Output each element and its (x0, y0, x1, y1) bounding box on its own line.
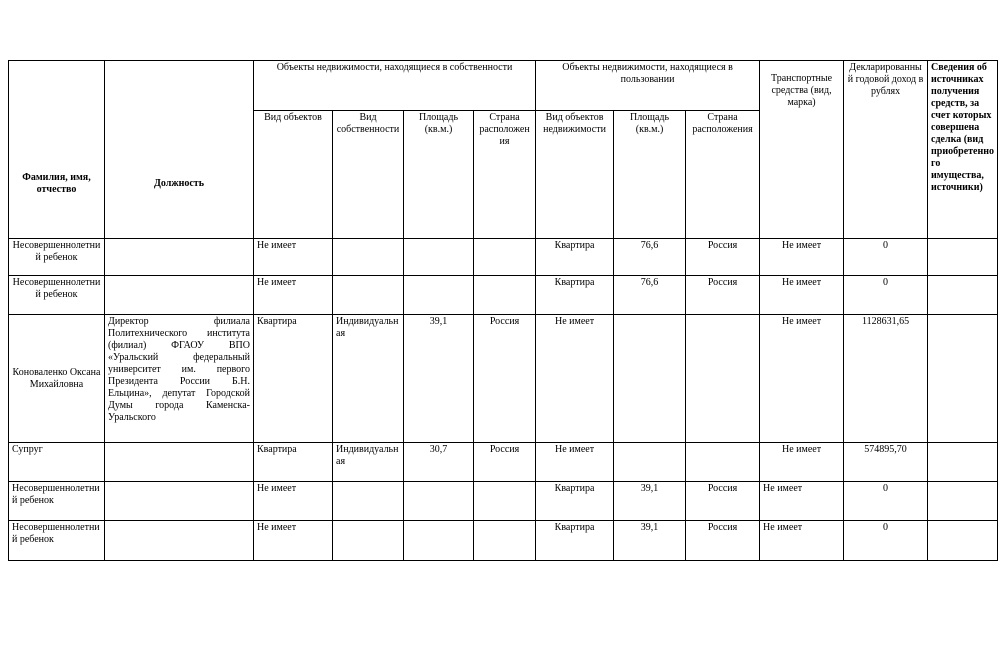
cell-income: 574895,70 (844, 443, 928, 482)
header-used-area: Площадь (кв.м.) (614, 111, 686, 239)
cell-owned-type: Не имеет (254, 276, 333, 315)
cell-sources (928, 239, 998, 276)
cell-position (105, 276, 254, 315)
header-used-country: Страна расположения (686, 111, 760, 239)
cell-transport: Не имеет (760, 521, 844, 561)
cell-transport: Не имеет (760, 482, 844, 521)
cell-fio: Супруг (9, 443, 105, 482)
cell-fio: Несовершеннолетний ребенок (9, 239, 105, 276)
cell-fio: Несовершеннолетний ребенок (9, 521, 105, 561)
cell-transport: Не имеет (760, 315, 844, 443)
cell-used-country: Россия (686, 276, 760, 315)
cell-used-area: 76,6 (614, 239, 686, 276)
cell-income: 0 (844, 276, 928, 315)
cell-owned-country (474, 521, 536, 561)
cell-sources (928, 482, 998, 521)
header-row-1 (9, 61, 998, 111)
table-row (9, 276, 998, 315)
header-owned-country: Страна расположения (474, 111, 536, 239)
cell-sources (928, 521, 998, 561)
cell-owned-type: Не имеет (254, 482, 333, 521)
cell-used-area (614, 315, 686, 443)
header-income: Декларированный годовой доход в рублях (844, 61, 928, 239)
table-row (9, 443, 998, 482)
cell-income: 0 (844, 239, 928, 276)
cell-owned-area (404, 239, 474, 276)
header-owned-type: Вид объектов (254, 111, 333, 239)
header-used-group: Объекты недвижимости, находящиеся в пользовании (536, 61, 760, 111)
header-owned-ownership: Вид собственности (333, 111, 404, 239)
cell-income: 1128631,65 (844, 315, 928, 443)
cell-owned-area (404, 482, 474, 521)
header-owned-group: Объекты недвижимости, находящиеся в собственности (254, 61, 536, 111)
cell-used-type: Квартира (536, 239, 614, 276)
cell-owned-area (404, 521, 474, 561)
cell-used-country: Россия (686, 482, 760, 521)
cell-fio: Коноваленко Оксана Михайловна (9, 315, 105, 443)
cell-owned-area: 30,7 (404, 443, 474, 482)
table-row (9, 315, 998, 443)
cell-fio: Несовершеннолетний ребенок (9, 482, 105, 521)
declaration-table (8, 60, 998, 561)
cell-owned-type: Квартира (254, 443, 333, 482)
cell-income: 0 (844, 521, 928, 561)
cell-used-type: Квартира (536, 482, 614, 521)
cell-used-area: 39,1 (614, 482, 686, 521)
cell-transport: Не имеет (760, 276, 844, 315)
cell-owned-area (404, 276, 474, 315)
cell-used-country: Россия (686, 239, 760, 276)
cell-used-type: Квартира (536, 276, 614, 315)
cell-sources (928, 276, 998, 315)
cell-owned-ownership (333, 239, 404, 276)
table-row (9, 521, 998, 561)
cell-fio: Несовершеннолетний ребенок (9, 276, 105, 315)
cell-used-country: Россия (686, 521, 760, 561)
table-row (9, 482, 998, 521)
cell-owned-ownership: Индивидуальная (333, 315, 404, 443)
cell-used-country (686, 443, 760, 482)
cell-owned-country (474, 276, 536, 315)
cell-owned-type: Не имеет (254, 239, 333, 276)
cell-sources (928, 315, 998, 443)
cell-owned-ownership (333, 276, 404, 315)
cell-owned-country: Россия (474, 315, 536, 443)
cell-used-type: Квартира (536, 521, 614, 561)
header-transport: Транспортные средства (вид, марка) (760, 61, 844, 239)
cell-owned-country (474, 239, 536, 276)
cell-position (105, 443, 254, 482)
cell-owned-country (474, 482, 536, 521)
table-row (9, 239, 998, 276)
cell-position (105, 482, 254, 521)
header-used-type: Вид объектов недвижимости (536, 111, 614, 239)
cell-owned-ownership: Индивидуальная (333, 443, 404, 482)
cell-owned-ownership (333, 482, 404, 521)
cell-transport: Не имеет (760, 239, 844, 276)
cell-owned-type: Квартира (254, 315, 333, 443)
cell-position: Директор филиала Политехнического института (филиал) ФГАОУ ВПО «Уральский федеральный университет им. первого Президента России Б.Н. Ельцина», депутат Городской Думы города Каменска-Уральского (105, 315, 254, 443)
cell-used-area (614, 443, 686, 482)
cell-used-type: Не имеет (536, 443, 614, 482)
cell-owned-area: 39,1 (404, 315, 474, 443)
cell-position (105, 239, 254, 276)
header-fio: Фамилия, имя, отчество (9, 61, 105, 239)
cell-income: 0 (844, 482, 928, 521)
cell-used-type: Не имеет (536, 315, 614, 443)
cell-used-country (686, 315, 760, 443)
cell-position (105, 521, 254, 561)
cell-owned-type: Не имеет (254, 521, 333, 561)
header-position: Должность (105, 61, 254, 239)
cell-owned-ownership (333, 521, 404, 561)
cell-owned-country: Россия (474, 443, 536, 482)
cell-sources (928, 443, 998, 482)
header-sources: Сведения об источниках получения средств, за счет которых совершена сделка (вид приобретенного имущества, источники) (928, 61, 998, 239)
cell-transport: Не имеет (760, 443, 844, 482)
cell-used-area: 76,6 (614, 276, 686, 315)
cell-used-area: 39,1 (614, 521, 686, 561)
header-owned-area: Площадь (кв.м.) (404, 111, 474, 239)
